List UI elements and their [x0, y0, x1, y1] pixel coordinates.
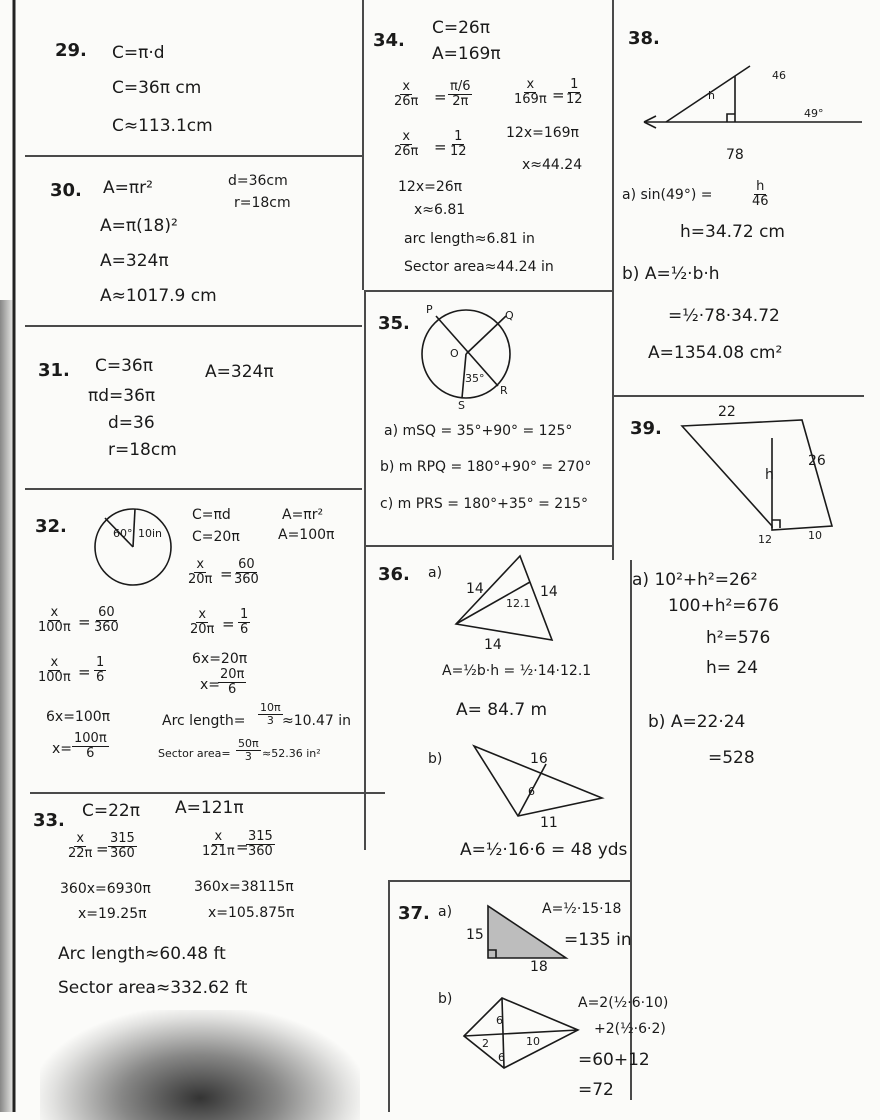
problem-30-number: 30. [50, 180, 82, 201]
p29-line2: C=36π cm [112, 78, 202, 98]
p32-frac2-eq: = [78, 613, 91, 631]
p35-label-o: O [450, 347, 459, 360]
p31-line2: πd=36π [88, 386, 156, 406]
p29-line1: C=π·d [112, 43, 165, 63]
p32-sector-figure [88, 502, 178, 592]
p32-eq3: 6x=100π [46, 709, 111, 725]
p34-sector: Sector area≈44.24 in [404, 259, 554, 275]
p38-triangle [640, 60, 865, 150]
p36-part-a: a) [428, 565, 443, 581]
problem-39-number: 39. [630, 418, 662, 439]
p39-part-b1: b) A=22·24 [648, 712, 746, 732]
scan-shadow [0, 300, 16, 1112]
p39-label-22: 22 [718, 404, 736, 420]
p35-label-r: R [500, 384, 508, 397]
p39-label-h: h [765, 467, 774, 483]
p39-shape [682, 420, 832, 530]
p37a-area1: A=½·15·18 [542, 901, 622, 917]
p37b-diag-long [464, 1030, 578, 1036]
p36a-triangle [456, 556, 552, 640]
p38-sin-frac: $\frac{h}{46}$ [752, 179, 769, 210]
p39-part-a1: a) 10²+h²=26² [632, 570, 758, 590]
p32-arc-frac: $\frac{10\pi}{3}$ [260, 701, 281, 728]
p38-area-result: A=1354.08 cm² [648, 343, 783, 363]
p36a-side1: 14 [466, 581, 484, 597]
problem-35-number: 35. [378, 313, 410, 334]
p36b-side11: 11 [540, 815, 558, 831]
p34-eq1: 12x=169π [506, 125, 579, 141]
p34-frac3-lhs: $\frac{x}{26\pi}$ [394, 129, 419, 160]
p33-eq1: 360x=6930π [60, 881, 151, 897]
p35-label-q: Q [505, 309, 514, 322]
divider-col2-col3 [612, 0, 614, 560]
p35-angle: 35° [465, 372, 485, 385]
p32-sector-value: ≈52.36 in² [262, 747, 321, 760]
p31-line1: C=36π [95, 356, 153, 376]
p32-eq4-lhs: x= [52, 741, 73, 757]
p32-frac4-eq: = [78, 663, 91, 681]
p32-sector-label: Sector area= [158, 747, 231, 760]
p36a-area1: A=½b·h = ½·14·12.1 [442, 663, 592, 679]
p30-line4: A≈1017.9 cm [100, 286, 217, 306]
p32-eq2-frac: $\frac{20\pi}{6}$ [220, 667, 245, 698]
p37b-area3: =60+12 [578, 1050, 650, 1070]
p35-part-b: b) m RPQ = 180°+90° = 270° [380, 459, 592, 475]
p38-arrow-head-b [644, 122, 656, 128]
p39-part-b2: =528 [708, 748, 755, 768]
p37a-side18: 18 [530, 959, 548, 975]
p32-eq4-frac: $\frac{100\pi}{6}$ [74, 731, 107, 762]
p36-part-b: b) [428, 751, 443, 767]
p35-radius-q [466, 316, 506, 354]
p36a-area2: A= 84.7 m [456, 700, 548, 720]
p31-right1: A=324π [205, 362, 274, 382]
p34-c: C=26π [432, 18, 490, 38]
p30-right2: r=18cm [234, 195, 291, 211]
p32-radius-label: 10in [138, 527, 163, 540]
p39-label-26: 26 [808, 453, 826, 469]
p34-frac3-eq: = [434, 138, 447, 156]
p38-label-46: 46 [772, 69, 786, 82]
p32-frac2-lhs: $\frac{x}{100\pi}$ [38, 605, 71, 636]
p33-frac2-eq: = [236, 838, 249, 856]
p39-part-a2: 100+h²=676 [668, 596, 779, 616]
p35-label-p: P [426, 303, 433, 316]
p33-frac2-lhs: $\frac{x}{121\pi}$ [202, 829, 235, 860]
p32-angle-label: 60° [113, 527, 133, 540]
p32-frac4-rhs: $\frac{1}{6}$ [96, 655, 105, 686]
p38-part-a: a) sin(49°) = [622, 187, 713, 203]
rule-35-36 [366, 545, 614, 547]
p35-part-c: c) m PRS = 180°+35° = 215° [380, 496, 589, 512]
p39-right-angle [772, 520, 780, 528]
p38-label-49: 49° [804, 107, 824, 120]
p37b-top6: 6 [496, 1014, 503, 1027]
p37b-left2: 2 [482, 1037, 489, 1050]
p36b-height6: 6 [528, 785, 535, 798]
p38-right-angle [727, 114, 735, 122]
divider-col2b [364, 290, 366, 850]
rule-34-35 [364, 290, 612, 292]
p33-sector: Sector area≈332.62 ft [58, 978, 248, 998]
p32-a1: A=πr² [282, 507, 324, 523]
p37-kite [462, 994, 582, 1074]
p32-frac1-lhs: $\frac{x}{20\pi}$ [188, 557, 213, 588]
p38-area-step: =½·78·34.72 [668, 306, 780, 326]
p34-frac1-rhs: $\frac{\pi/6}{2\pi}$ [450, 79, 471, 110]
p33-arc: Arc length≈60.48 ft [58, 944, 226, 964]
p32-arc-value: ≈10.47 in [282, 713, 352, 729]
p32-sector-frac: $\frac{50\pi}{3}$ [238, 737, 259, 764]
scan-smudge [40, 1010, 360, 1120]
p33-frac1-rhs: $\frac{315}{360}$ [110, 831, 135, 862]
p36b-side16: 16 [530, 751, 548, 767]
p34-frac1-eq: = [434, 88, 447, 106]
p35-label-s: S [458, 399, 465, 412]
p38-h-result: h=34.72 cm [680, 222, 785, 242]
p34-arc: arc length≈6.81 in [404, 231, 535, 247]
p37a-area2: =135 in [564, 930, 632, 950]
p37a-side15: 15 [466, 927, 484, 943]
p32-frac3-rhs: $\frac{1}{6}$ [240, 607, 249, 638]
p36b-area: A=½·16·6 = 48 yds [460, 840, 628, 860]
p37b-area4: =72 [578, 1080, 614, 1100]
p35-part-a: a) mSQ = 35°+90° = 125° [384, 423, 573, 439]
p33-frac1-lhs: $\frac{x}{22\pi}$ [68, 831, 93, 862]
p33-eq4: x=105.875π [208, 905, 295, 921]
problem-38-number: 38. [628, 28, 660, 49]
p32-c2: C=20π [192, 529, 240, 545]
p32-frac1-eq: = [220, 565, 233, 583]
p32-c1: C=πd [192, 507, 231, 523]
p39-label-10: 10 [808, 529, 822, 542]
p32-frac3-eq: = [222, 615, 235, 633]
p34-frac2-rhs: $\frac{1}{12}$ [566, 77, 583, 108]
problem-34-number: 34. [373, 30, 405, 51]
p38-arrow-head-a [644, 116, 656, 122]
p37b-area2: +2(½·6·2) [594, 1021, 666, 1037]
p37b-bottom6: 6 [498, 1051, 505, 1064]
p33-a: A=121π [175, 798, 244, 818]
p32-frac4-lhs: $\frac{x}{100\pi}$ [38, 655, 71, 686]
rule-31-32 [25, 488, 362, 490]
p30-line3: A=324π [100, 251, 169, 271]
p36a-height-label: 12.1 [506, 597, 531, 610]
p32-frac2-rhs: $\frac{60}{360}$ [94, 605, 119, 636]
p37b-right10: 10 [526, 1035, 540, 1048]
p36a-side3: 14 [484, 637, 502, 653]
p33-frac1-eq: = [96, 840, 109, 858]
rule-29-30 [25, 155, 362, 157]
p34-frac3-rhs: $\frac{1}{12}$ [450, 129, 467, 160]
p30-line2: A=π(18)² [100, 216, 178, 236]
p34-frac2-lhs: $\frac{x}{169\pi}$ [514, 77, 547, 108]
p32-frac1-rhs: $\frac{60}{360}$ [234, 557, 259, 588]
p34-eq3: 12x=26π [398, 179, 463, 195]
p38-label-78: 78 [726, 147, 744, 163]
p31-line3: d=36 [108, 413, 155, 433]
rule-38-39 [614, 395, 864, 397]
divider-col1-col2 [362, 0, 364, 290]
p34-eq4: x≈6.81 [414, 202, 466, 218]
rule-36-37 [390, 880, 632, 882]
p32-eq2-lhs: x= [200, 677, 221, 693]
p34-frac1-lhs: $\frac{x}{26\pi}$ [394, 79, 419, 110]
problem-36-number: 36. [378, 564, 410, 585]
p34-eq2: x≈44.24 [522, 157, 583, 173]
problem-33-number: 33. [33, 810, 65, 831]
rule-30-31 [25, 325, 362, 327]
p30-right1: d=36cm [228, 173, 288, 189]
p34-frac2-eq: = [552, 86, 565, 104]
p32-radius-b [133, 509, 135, 547]
p33-eq2: 360x=38115π [194, 879, 294, 895]
problem-29-number: 29. [55, 40, 87, 61]
p37-part-b: b) [438, 991, 453, 1007]
p37-part-a: a) [438, 904, 453, 920]
divider-col2d [388, 880, 390, 1112]
p39-part-a3: h²=576 [706, 628, 771, 648]
p36a-side2: 14 [540, 584, 558, 600]
problem-32-number: 32. [35, 516, 67, 537]
p32-arc-label: Arc length= [162, 713, 246, 729]
p32-a2: A=100π [278, 527, 335, 543]
p39-part-a4: h= 24 [706, 658, 759, 678]
p39-trapezoid [676, 418, 841, 538]
p32-frac3-lhs: $\frac{x}{20\pi}$ [190, 607, 215, 638]
p38-part-b: b) A=½·b·h [622, 264, 720, 284]
p34-a: A=169π [432, 44, 501, 64]
divider-col2c [630, 560, 632, 1100]
p33-frac2-rhs: $\frac{315}{360}$ [248, 829, 273, 860]
p37b-area1: A=2(½·6·10) [578, 995, 669, 1011]
p33-c: C=22π [82, 801, 140, 821]
p32-eq1: 6x=20π [192, 651, 248, 667]
p31-line4: r=18cm [108, 440, 177, 460]
p33-eq3: x=19.25π [78, 906, 147, 922]
problem-37-number: 37. [398, 903, 430, 924]
rule-32-33 [30, 792, 385, 794]
p39-label-12: 12 [758, 533, 772, 546]
p30-line1: A=πr² [103, 178, 153, 198]
problem-31-number: 31. [38, 360, 70, 381]
p38-label-h: h [708, 89, 715, 102]
p29-line3: C≈113.1cm [112, 116, 213, 136]
